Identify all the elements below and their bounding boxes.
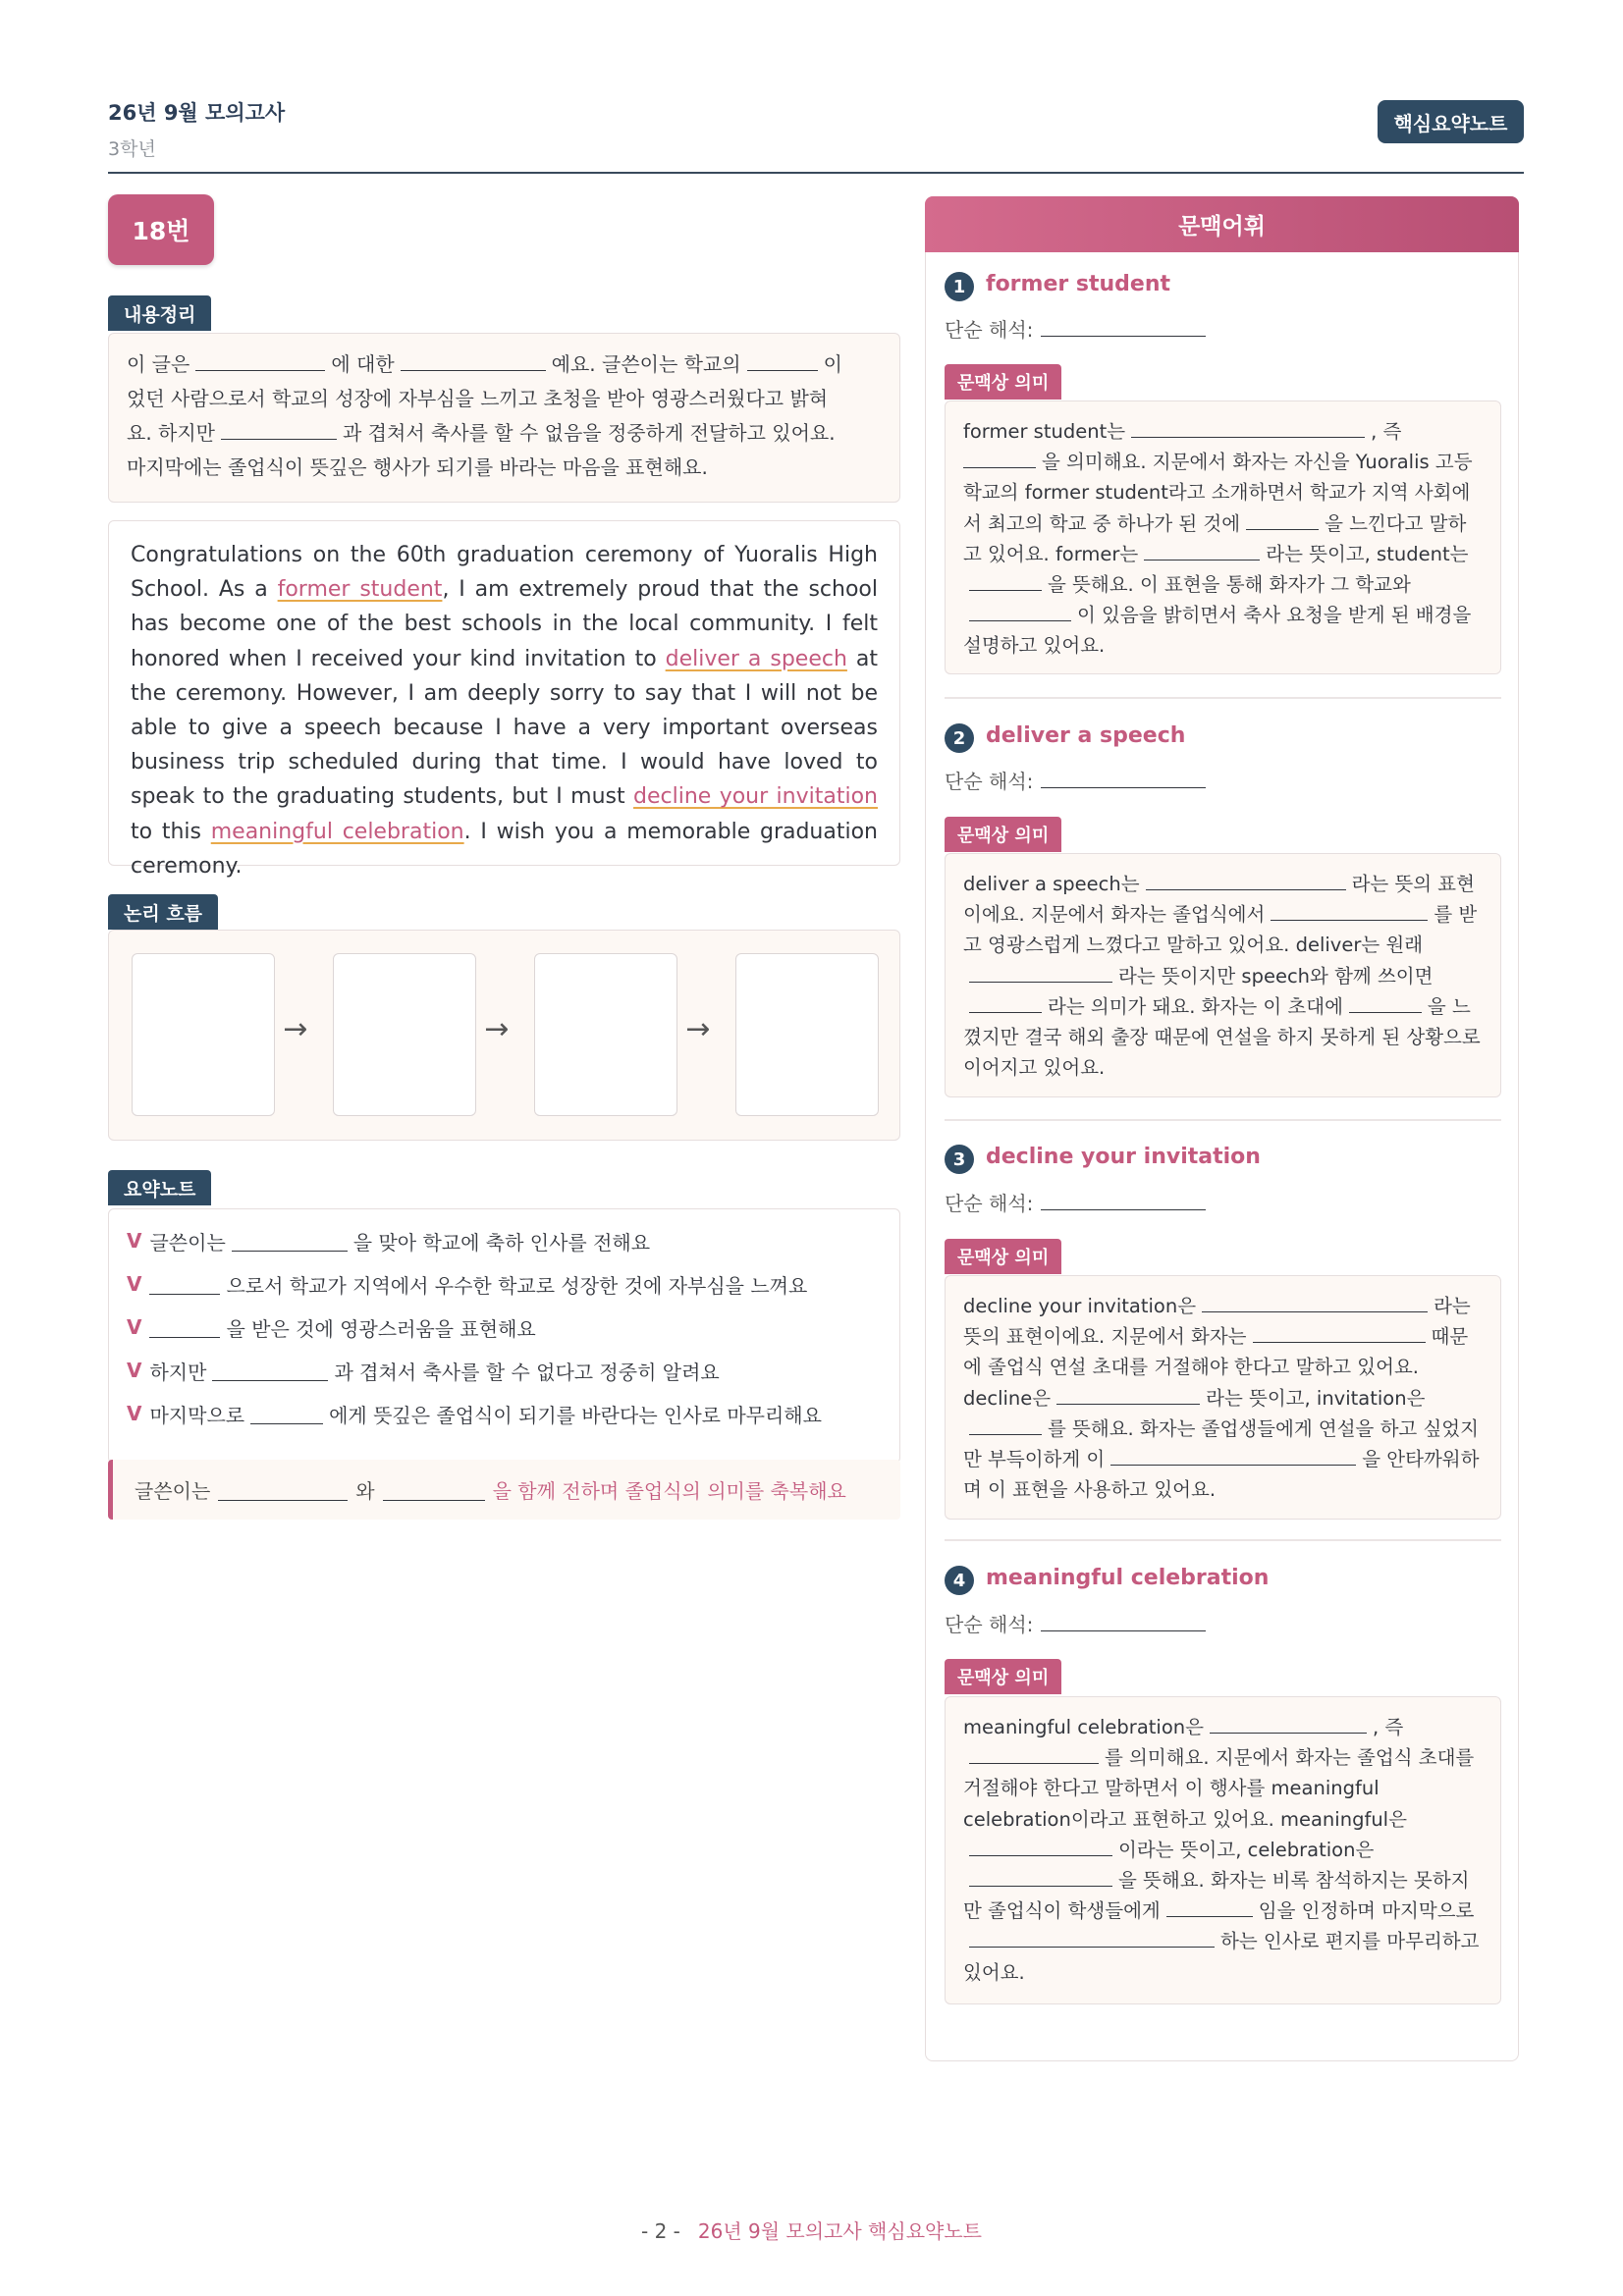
conclusion-text: 와 xyxy=(355,1479,375,1503)
answer-blank xyxy=(218,1479,348,1501)
meaning-tag-2: 문맥상 의미 xyxy=(945,817,1061,852)
answer-blank xyxy=(221,418,337,440)
answer-blank xyxy=(969,1926,1215,1948)
flow-tag: 논리 흐름 xyxy=(108,894,218,930)
exam-title: 26년 9월 모의고사 xyxy=(108,101,286,125)
note-text: 하지만 xyxy=(149,1360,207,1384)
highlight-deliver-a-speech: deliver a speech xyxy=(665,646,847,671)
meaning-box-3 xyxy=(945,1275,1501,1520)
check-mark-icon: V xyxy=(127,1272,142,1296)
note-line-1 xyxy=(127,1219,882,1262)
summary-box xyxy=(108,333,900,503)
page-footer xyxy=(0,2216,1623,2244)
answer-blank xyxy=(969,600,1071,621)
meaning-text: , 즉 xyxy=(1371,420,1402,443)
item-number-4: 4 xyxy=(945,1566,974,1595)
item-number-2: 2 xyxy=(945,723,974,753)
flow-step-3 xyxy=(534,953,677,1116)
answer-blank xyxy=(969,961,1112,983)
meaning-text: 라는 뜻이고, invitation은 xyxy=(1206,1386,1426,1410)
summary-text: 과 겹쳐서 축사를 할 수 없음을 정중하게 전달하고 있어요. xyxy=(343,421,836,445)
answer-blank xyxy=(1210,1712,1367,1734)
answer-blank xyxy=(969,1835,1112,1856)
answer-blank xyxy=(195,349,325,371)
note-text: 마지막으로 xyxy=(149,1403,245,1427)
note-text: 으로서 학교가 지역에서 우수한 학교로 성장한 것에 자부심을 느껴요 xyxy=(226,1273,808,1298)
highlight-meaningful-celebration: meaningful celebration xyxy=(210,819,464,844)
highlight-former-student: former student xyxy=(277,577,443,603)
arrow-icon: → xyxy=(685,1012,711,1046)
highlight-decline-your-invitation: decline your invitation xyxy=(633,784,878,810)
meaning-text: 이라는 뜻이고, celebration은 xyxy=(1118,1838,1375,1861)
meaning-text: 라는 뜻이고, student는 xyxy=(1266,542,1469,565)
summary-text: 었던 사람으로서 학교의 성장에 자부심을 느끼고 초청을 받아 영광스러웠다고 밝혀 xyxy=(127,387,829,410)
summary-text: 에 대한 xyxy=(331,352,395,376)
summary-text: 마지막에는 졸업식이 뜻깊은 행사가 되기를 바라는 마음을 표현해요. xyxy=(127,455,708,479)
answer-blank xyxy=(1144,539,1260,561)
answer-blank xyxy=(969,569,1042,591)
answer-blank xyxy=(1246,508,1319,530)
answer-blank xyxy=(401,349,546,371)
arrow-icon: → xyxy=(484,1012,510,1046)
header-divider xyxy=(108,172,1524,174)
answer-blank xyxy=(1349,991,1422,1013)
notes-tag: 요약노트 xyxy=(108,1170,211,1205)
meaning-text: meaningful celebration은 xyxy=(963,1716,1204,1738)
check-mark-icon: V xyxy=(127,1359,142,1382)
simple-label: 단순 해석: xyxy=(945,1613,1034,1636)
answer-blank xyxy=(1110,1444,1356,1466)
check-mark-icon: V xyxy=(127,1402,142,1425)
answer-blank xyxy=(1041,1189,1206,1210)
answer-blank xyxy=(969,991,1042,1013)
meaning-text: , 즉 xyxy=(1372,1716,1404,1738)
answer-blank xyxy=(1253,1321,1426,1343)
meaning-text: 을 안타까워하며 이 표현을 사용하고 있어요. xyxy=(963,1448,1480,1502)
meaning-text: 을 느낀다고 말하고 있어요. former는 xyxy=(963,511,1467,565)
conclusion-box xyxy=(108,1460,900,1520)
answer-blank xyxy=(1271,899,1428,921)
note-line-4 xyxy=(127,1349,882,1392)
meaning-text: 라는 뜻이지만 speech와 함께 쓰이면 xyxy=(1118,964,1434,988)
simple-translation-3 xyxy=(945,1188,1212,1216)
meaning-text: 하는 인사로 편지를 마무리하고 있어요. xyxy=(963,1930,1480,1984)
note-text: 과 겹쳐서 축사를 할 수 없다고 정중히 알려요 xyxy=(334,1360,720,1384)
page-number: - 2 - xyxy=(641,2219,680,2243)
footer-title: 26년 9월 모의고사 핵심요약노트 xyxy=(697,2219,982,2243)
meaning-text: 을 뜻해요. 이 표현을 통해 화자가 그 학교와 xyxy=(1048,573,1411,597)
summary-text: 예요. 글쓴이는 학교의 xyxy=(551,352,741,376)
simple-label: 단순 해석: xyxy=(945,770,1034,793)
note-line-5 xyxy=(127,1392,882,1435)
meaning-text: 을 느꼈지만 결국 해외 출장 때문에 연설을 하지 못하게 된 상황으로 이어지고 있어요. xyxy=(963,994,1481,1080)
answer-blank xyxy=(1041,1610,1206,1631)
note-text: 을 맞아 학교에 축하 인사를 전해요 xyxy=(352,1230,651,1255)
answer-blank xyxy=(383,1479,485,1501)
note-line-3 xyxy=(127,1306,882,1349)
meaning-text: 라는 뜻의 표현이에요. 지문에서 화자는 졸업식에서 xyxy=(963,873,1475,927)
note-text: 에게 뜻깊은 졸업식이 되기를 바란다는 인사로 마무리해요 xyxy=(329,1403,822,1427)
answer-blank xyxy=(969,1742,1099,1764)
answer-blank xyxy=(969,1414,1042,1435)
passage-text: Congratulations on the 60th graduation ceremony of Yuoralis High School. As a xyxy=(131,543,878,603)
meaning-tag-4: 문맥상 의미 xyxy=(945,1659,1061,1694)
item-divider xyxy=(945,1539,1501,1541)
summary-text: 요. 하지만 xyxy=(127,421,215,445)
meaning-text: 이 있음을 밝히면서 축사 요청을 받게 된 배경을 설명하고 있어요. xyxy=(963,604,1472,658)
meaning-text: decline your invitation은 xyxy=(963,1295,1197,1317)
conclusion-text: 글쓴이는 xyxy=(135,1479,211,1503)
meaning-text: 라는 의미가 돼요. 화자는 이 초대에 xyxy=(1048,994,1343,1018)
answer-blank xyxy=(1146,869,1346,890)
passage-text: at the ceremony. However, I am deeply sorry to say that I will not be able to give a speech because I have a very important overseas business trip scheduled during that time. I would have loved to speak to the graduating students, but I must xyxy=(131,646,878,810)
answer-blank xyxy=(963,447,1036,468)
meaning-text: deliver a speech는 xyxy=(963,873,1140,895)
item-divider xyxy=(945,1119,1501,1121)
answer-blank xyxy=(1056,1383,1200,1405)
answer-blank xyxy=(149,1273,220,1295)
vocab-term-4: meaningful celebration xyxy=(986,1566,1270,1590)
meaning-box-4 xyxy=(945,1696,1501,2004)
meaning-text: 임을 인정하며 마지막으로 xyxy=(1258,1899,1475,1923)
meaning-box-2 xyxy=(945,853,1501,1097)
question-number: 18번 xyxy=(108,194,214,265)
note-line-2 xyxy=(127,1262,882,1306)
meaning-text: 를 의미해요. 지문에서 화자는 졸업식 초대를 거절해야 한다고 말하면서 이 행사를 meaningful celebration이라고 표현하고 있어요. meaningful은 xyxy=(963,1746,1475,1831)
check-mark-icon: V xyxy=(127,1315,142,1339)
answer-blank xyxy=(232,1230,348,1252)
flow-step-4 xyxy=(735,953,879,1116)
item-number-1: 1 xyxy=(945,272,974,301)
answer-blank xyxy=(969,1865,1112,1887)
flow-step-1 xyxy=(132,953,275,1116)
item-divider xyxy=(945,697,1501,699)
passage-text: . I wish you a memorable graduation ceremony. xyxy=(131,819,879,879)
answer-blank xyxy=(1202,1291,1428,1312)
meaning-text: 를 뜻해요. 화자는 졸업생들에게 연설을 하고 싶었지만 부득이하게 이 xyxy=(963,1416,1479,1471)
simple-translation-1 xyxy=(945,314,1212,343)
simple-translation-4 xyxy=(945,1609,1212,1637)
summary-text: 이 글은 xyxy=(127,352,190,376)
meaning-tag-1: 문맥상 의미 xyxy=(945,364,1061,400)
vocab-term-1: former student xyxy=(986,272,1171,296)
meaning-text: 라는 뜻의 표현이에요. 지문에서 화자는 xyxy=(963,1295,1471,1349)
vocab-term-2: deliver a speech xyxy=(986,723,1186,748)
vocab-panel-title: 문맥어휘 xyxy=(925,196,1519,252)
passage-text: to this xyxy=(131,819,211,844)
note-text: 글쓴이는 xyxy=(149,1230,226,1255)
answer-blank xyxy=(1041,315,1206,337)
passage-box xyxy=(108,520,900,879)
meaning-box-1 xyxy=(945,400,1501,674)
vocab-term-3: decline your invitation xyxy=(986,1145,1261,1169)
answer-blank xyxy=(1131,416,1365,438)
meaning-text: 를 받고 영광스럽게 느꼈다고 말하고 있어요. deliver는 원래 xyxy=(963,903,1478,957)
grade-label: 3학년 xyxy=(108,138,156,160)
notes-badge: 핵심요약노트 xyxy=(1378,100,1524,143)
logic-flow-box xyxy=(108,930,900,1141)
summary-text: 이 xyxy=(823,352,842,376)
meaning-text: 때문에 졸업식 연설 초대를 거절해야 한다고 말하고 있어요. decline은 xyxy=(963,1325,1469,1410)
answer-blank xyxy=(250,1403,323,1424)
meaning-text: 을 의미해요. 지문에서 화자는 자신을 Yuoralis 고등학교의 former student라고 소개하면서 학교가 지역 사회에서 최고의 학교 중 하나가 된 것에 xyxy=(963,451,1473,535)
answer-blank xyxy=(212,1360,328,1381)
simple-label: 단순 해석: xyxy=(945,318,1034,342)
summary-tag: 내용정리 xyxy=(108,295,211,331)
answer-blank xyxy=(1041,767,1206,788)
item-number-3: 3 xyxy=(945,1145,974,1174)
meaning-text: 을 뜻해요. 화자는 비록 참석하지는 못하지만 졸업식이 학생들에게 xyxy=(963,1869,1470,1923)
simple-translation-2 xyxy=(945,766,1212,794)
answer-blank xyxy=(1166,1896,1253,1917)
arrow-icon: → xyxy=(283,1012,308,1046)
meaning-tag-3: 문맥상 의미 xyxy=(945,1239,1061,1274)
answer-blank xyxy=(747,349,818,371)
simple-label: 단순 해석: xyxy=(945,1192,1034,1215)
conclusion-text: 을 함께 전하며 졸업식의 의미를 축복해요 xyxy=(492,1479,846,1503)
meaning-text: former student는 xyxy=(963,420,1126,443)
check-mark-icon: V xyxy=(127,1229,142,1253)
note-text: 을 받은 것에 영광스러움을 표현해요 xyxy=(226,1316,536,1341)
summary-notes-box xyxy=(108,1208,900,1464)
flow-step-2 xyxy=(333,953,476,1116)
passage-text: , I am extremely proud that the school has become one of the best schools in the local community. I felt honored when I received your kind invitation to xyxy=(131,577,879,671)
answer-blank xyxy=(149,1316,220,1338)
